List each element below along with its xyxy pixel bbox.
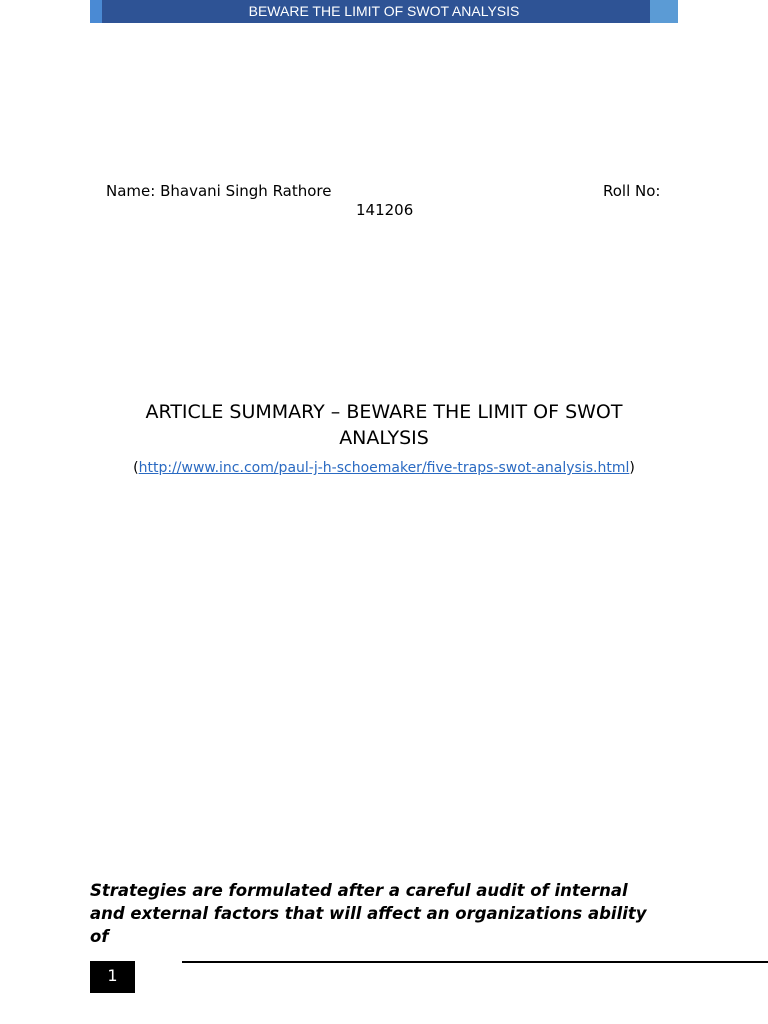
- url-close-paren: ): [629, 460, 635, 476]
- header-title: BEWARE THE LIMIT OF SWOT ANALYSIS: [248, 3, 520, 19]
- body-paragraph: Strategies are formulated after a careful audit of internal and external factors that will affect an organizations ability of: [90, 881, 647, 946]
- source-url-link[interactable]: http://www.inc.com/paul-j-h-schoemaker/five-traps-swot-analysis.html: [138, 460, 630, 476]
- header-band: [90, 0, 678, 23]
- author-name: Name: Bhavani Singh Rathore: [106, 182, 332, 200]
- footer-rule: [182, 961, 768, 963]
- header-accent-right: [650, 0, 678, 23]
- url-open-paren: (: [133, 460, 139, 476]
- source-url-line: [100, 459, 668, 477]
- roll-number-value: 141206: [356, 201, 414, 219]
- roll-number-label: Roll No:: [603, 182, 661, 200]
- document-title: ARTICLE SUMMARY – BEWARE THE LIMIT OF SWOT ANALYSIS: [145, 401, 623, 449]
- page-number: 1: [90, 961, 135, 993]
